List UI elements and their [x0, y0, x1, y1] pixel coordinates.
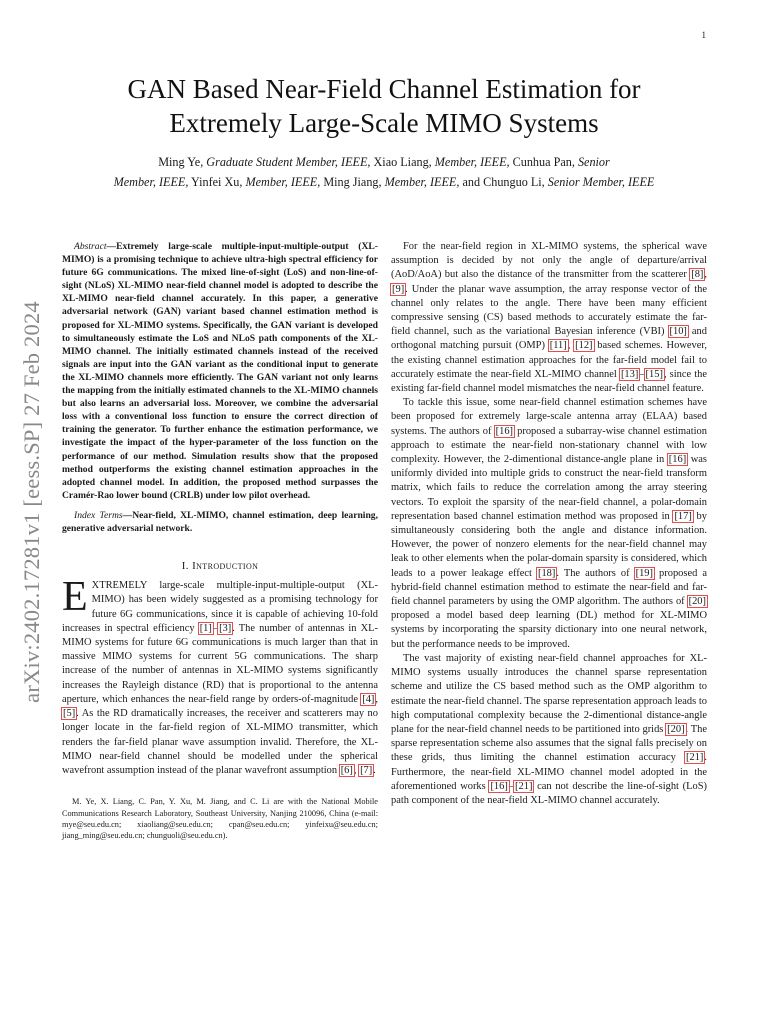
abstract-dash: —	[106, 241, 117, 252]
abstract-label: Abstract	[74, 241, 107, 252]
text-run: based schemes. However, the existing channel estimation approaches for the far-field model fail to accurately estimate the near-field XL-MIMO channel	[391, 340, 708, 380]
text-run: , since the existing far-field channel model mismatches the near-field channel feature.	[391, 368, 707, 395]
author-name: Ming Jiang,	[320, 175, 385, 189]
text-run: ,	[567, 340, 575, 352]
citation-link[interactable]: [13]	[620, 368, 639, 380]
citation-link[interactable]: [3]	[219, 622, 232, 634]
author-list	[58, 152, 710, 192]
citation-link[interactable]: [17]	[674, 510, 692, 522]
text-run: The vast majority of existing near-field channel approaches for XL-MIMO systems usually introduces the channel sparse representation scheme and utilize the CS based method such as the OMP algorithm to estimate the near-field channel. The sparse representation approach leads to high computational complexity because the 2-dimentional distance-angle plane for the near-field channel needs to be partitioned into grids	[391, 652, 707, 735]
text-run: . Furthermore, the near-field XL-MIMO channel model adopted in the aforementioned works	[391, 752, 707, 792]
author-line-1	[58, 152, 710, 172]
title-line-2: Extremely Large-Scale MIMO Systems	[169, 108, 599, 138]
body-paragraph	[391, 396, 707, 652]
text-run: . The authors of	[556, 567, 635, 579]
text-run: ,	[375, 693, 378, 705]
citation-link[interactable]: [7]	[360, 764, 373, 776]
citation-link[interactable]: [16]	[495, 425, 514, 437]
body-paragraph	[391, 652, 707, 808]
text-run: .	[373, 764, 376, 776]
author-name: Yinfei Xu,	[188, 175, 246, 189]
citation-link[interactable]: [10]	[669, 326, 687, 338]
arxiv-stamp	[20, 242, 44, 762]
author-name: Xiao Liang,	[370, 155, 435, 169]
left-column	[62, 240, 378, 842]
citation-link[interactable]: [15]	[645, 368, 663, 380]
citation-link[interactable]: [16]	[490, 780, 508, 792]
citation-link[interactable]: [5]	[63, 708, 76, 720]
abstract	[62, 240, 378, 502]
index-terms-label: Index Terms	[74, 509, 123, 521]
paper-title	[60, 72, 708, 140]
author-role: Graduate Student Member, IEEE,	[206, 155, 371, 169]
author-role: Member, IEEE,	[113, 175, 189, 189]
text-run: . Under the planar wave assumption, the array response vector of the channel only relates to the angle. There have been many efficient compressive sensing (CS) based methods to accurately estimate the far-field channel, such as the variational Bayesian inference (VBI)	[391, 283, 707, 338]
citation-link[interactable]: [20]	[667, 723, 685, 735]
author-role: Senior	[577, 155, 610, 169]
citation-link[interactable]: [8]	[691, 269, 704, 281]
citation-link[interactable]: [1]	[199, 622, 212, 634]
citation-link[interactable]: [12]	[575, 340, 593, 352]
author-name: Ming Ye,	[158, 155, 207, 169]
citation-link[interactable]: [20]	[688, 596, 706, 608]
page-number: 1	[701, 30, 706, 40]
author-affiliation-footnote: M. Ye, X. Liang, C. Pan, Y. Xu, M. Jiang, and C. Li are with the National Mobile Communications Research Laboratory, Southeast University, Nanjing 210096, China (e-mail: mye@seu.edu.cn; xiaoliang@seu.edu.cn; cpan@seu.edu.cn; yinfeixu@seu.edu.cn; jiang_ming@seu.edu.cn; chunguoli@seu.edu.cn).	[62, 797, 378, 841]
text-run: To tackle this issue, some near-field channel estimation schemes have been proposed for extremely large-scale antenna array (ELAA) based systems. The authors of	[391, 397, 707, 437]
author-name: Cunhua Pan,	[509, 155, 578, 169]
text-run: can not describe the line-of-sight (LoS) path component of the near-field XL-MIMO channel accurately.	[391, 780, 707, 806]
citation-link[interactable]: [21]	[515, 780, 533, 792]
section-heading-introduction	[62, 559, 378, 573]
citation-link[interactable]: [18]	[537, 567, 556, 579]
author-role: Member, IEEE,	[245, 175, 321, 189]
text-run: –	[508, 780, 515, 792]
index-terms-text: —Near-field, XL-MIMO, channel estimation, deep learning, generative adversarial network.	[62, 509, 378, 534]
intro-paragraph-1	[62, 574, 378, 778]
text-run: and orthogonal matching pursuit (OMP)	[391, 326, 707, 352]
title-line-1: GAN Based Near-Field Channel Estimation for	[127, 74, 641, 104]
right-column	[391, 240, 707, 808]
text-run: . The number of antennas in XL-MIMO systems for future 6G communications is much larger than that in massive MIMO systems for current 5G communications. The sharp increase of the number of antennas in XL-MIMO systems significantly increases the Rayleigh distance (RD) that is proportional to the antenna aperture, which enhances the near-field range by orders-of-magnitude	[62, 622, 378, 705]
text-run: . As the RD dramatically increases, the receiver and scatterers may no longer locate in the far-field region of XL-MIMO transmitter, which renders the far-field planar wave assumption invalid. Therefore, the XL-MIMO near-field channel should be modelled under the spherical wavefront assumption instead of the planar wavefront assumption	[62, 708, 378, 776]
citation-link[interactable]: [4]	[362, 693, 375, 705]
citation-link[interactable]: [16]	[668, 454, 687, 466]
text-run: –	[639, 368, 645, 380]
author-role: Member, IEEE,	[384, 175, 460, 189]
citation-link[interactable]: [6]	[340, 764, 353, 776]
author-line-2	[58, 172, 710, 192]
text-run: ,	[353, 764, 360, 776]
index-terms	[62, 509, 378, 535]
text-run: For the near-field region in XL-MIMO systems, the spherical wave assumption is decided by not only the angle of departure/arrival (AoD/AoA) but also the distance of the transmitter from the scatterer	[391, 241, 707, 281]
author-role: Senior Member, IEEE	[547, 175, 655, 189]
text-run: proposed a subarray-wise channel estimation approach to estimate the near-field non-stationary channel with low complexity. However, the 2-dimentional distance-angle plane in	[391, 425, 707, 466]
author-name: and Chunguo Li,	[459, 175, 548, 189]
text-run: proposed a hybrid-field channel estimation method to estimate the near-field and far-field channel parameters by using the OMP algorithm. The authors of	[391, 567, 707, 608]
citation-link[interactable]: [21]	[686, 752, 704, 764]
lead-word: XTREMELY	[91, 580, 148, 592]
text-run: by simultaneously considering both the angle and distance information. However, the power of nonzero elements for the near-field channel may leak to other elements when the polar-domain sparsity is considered, which leads to a power leakage effect	[391, 510, 707, 579]
text-run: –	[212, 622, 219, 634]
body-paragraph	[391, 240, 707, 396]
drop-cap: E	[62, 574, 88, 621]
citation-link[interactable]: [9]	[392, 283, 405, 295]
citation-link[interactable]: [19]	[635, 567, 653, 579]
text-run: proposed a model based deep learning (DL) method for XL-MIMO systems by incorporating the sparsity dictionary into one neural network, but the performance needs to be improved.	[391, 610, 707, 650]
section-title: Introduction	[192, 560, 259, 573]
text-run: . The sparse representation scheme also assumes that the signal falls precisely on these grids, thus limiting the channel estimation accuracy	[391, 723, 707, 764]
section-number: I.	[181, 560, 193, 573]
citation-link[interactable]: [11]	[549, 340, 567, 352]
text-run: large-scale multiple-input-multiple-output (XL-MIMO) has been widely suggested as a promising technology for future 6G communications, since it is capable of achieving 10-fold increases in spectral efficiency	[62, 580, 378, 634]
author-role: Member, IEEE,	[434, 155, 510, 169]
text-run: was uniformly divided into multiple grids to construct the near-field transform matrix, which fails to reduce the correlation among the array steering vectors. To exploit the sparsity of the near-field channel, a polar-domain representation based channel estimation method was proposed in	[391, 454, 707, 522]
arxiv-identifier[interactable]: arXiv:2402.17281v1 [eess.SP] 27 Feb 2024	[19, 301, 45, 703]
text-run: ,	[704, 269, 707, 281]
abstract-text: Extremely large-scale multiple-input-multiple-output (XL-MIMO) is a promising technique to achieve ultra-high spectral efficiency for future 6G communications. The mixed line-of-sight (LoS) and non-line-of-sight (NLoS) XL-MIMO near-field channel model is adopted to describe the XL-MIMO near-field channel accurately. In this paper, a generative adversarial network (GAN) variant based channel estimation method is proposed for XL-MIMO systems. Specifically, the GAN variant is developed to simultaneously estimate the LoS and NLoS path components of the XL-MIMO channel. The initially estimated channels instead of the received signals are input into the GAN variant as the conditional input to generate the XL-MIMO channels more efficiently. The GAN variant not only learns the mapping from the initially estimated channels to the XL-MIMO channels but also learns an adversarial loss. Moreover, we combine the adversarial loss with a conventional loss function to ensure the correct direction of training the generator. To further enhance the estimation performance, we investigate the impact of the hyper-parameter of the loss function on the performance of our method. Simulation results show that the proposed method outperforms the existing channel estimation approaches in the adopted channel model. In addition, the proposed method surpasses the Cramér-Rao lower bound (CRLB) under low pilot overhead.	[62, 241, 378, 501]
